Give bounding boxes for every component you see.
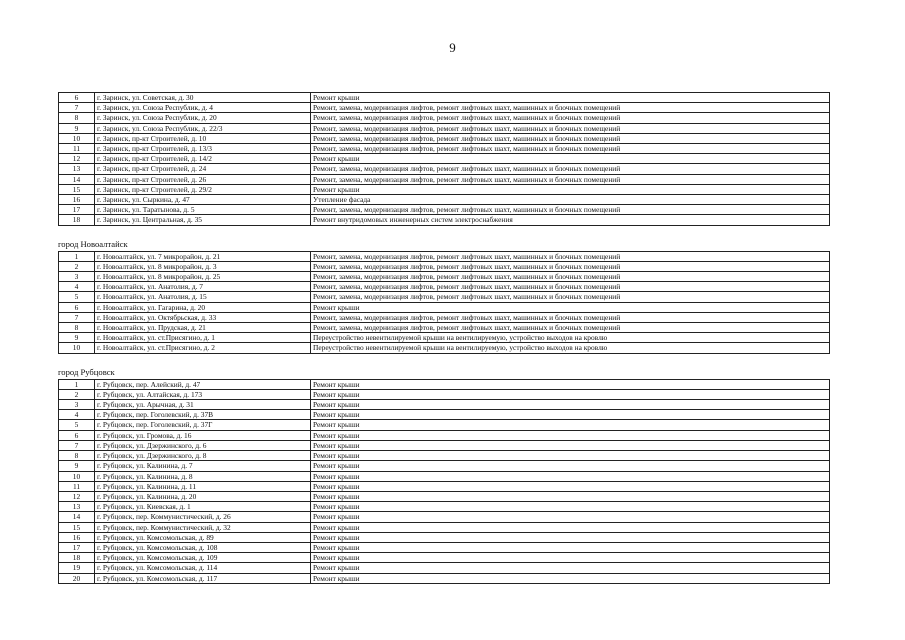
row-number: 1: [59, 379, 95, 389]
table-row: [59, 123, 830, 133]
row-address: г. Заринск, пр-кт Строителей, д. 26: [95, 174, 311, 184]
row-address: г. Новоалтайск, ул. ст.Присягино, д. 1: [95, 333, 311, 343]
row-address: г. Рубцовск, ул. Комсомольская, д. 117: [95, 573, 311, 583]
table-row: [59, 282, 830, 292]
row-number: 9: [59, 333, 95, 343]
row-number: 6: [59, 430, 95, 440]
row-address: г. Рубцовск, ул. Алтайская, д. 173: [95, 389, 311, 399]
table-row: [59, 323, 830, 333]
row-work-type: Ремонт крыши: [311, 389, 830, 399]
row-address: г. Новоалтайск, ул. ст.Присягино, д. 2: [95, 343, 311, 353]
row-number: 7: [59, 103, 95, 113]
row-address: г. Рубцовск, ул. Калинина, д. 20: [95, 491, 311, 501]
table-row: [59, 451, 830, 461]
row-work-type: Ремонт, замена, модернизация лифтов, ремонт лифтовых шахт, машинных и блочных помещений: [311, 261, 830, 271]
row-work-type: Ремонт, замена, модернизация лифтов, ремонт лифтовых шахт, машинных и блочных помещений: [311, 205, 830, 215]
row-address: г. Заринск, пр-кт Строителей, д. 14/2: [95, 154, 311, 164]
row-address: г. Рубцовск, пер. Гоголевский, д. 37Г: [95, 420, 311, 430]
row-work-type: Ремонт, замена, модернизация лифтов, ремонт лифтовых шахт, машинных и блочных помещений: [311, 123, 830, 133]
row-address: г. Заринск, ул. Таратынова, д. 5: [95, 205, 311, 215]
row-address: г. Рубцовск, ул. Арычная, д. 31: [95, 400, 311, 410]
table-row: [59, 261, 830, 271]
row-number: 5: [59, 292, 95, 302]
row-number: 11: [59, 481, 95, 491]
table-row: [59, 389, 830, 399]
row-number: 12: [59, 491, 95, 501]
row-address: г. Заринск, ул. Союза Республик, д. 22/3: [95, 123, 311, 133]
row-work-type: Ремонт крыши: [311, 420, 830, 430]
table-row: [59, 420, 830, 430]
table-row: [59, 154, 830, 164]
row-address: г. Новоалтайск, ул. 8 микрорайон, д. 3: [95, 261, 311, 271]
row-work-type: Ремонт, замена, модернизация лифтов, ремонт лифтовых шахт, машинных и блочных помещений: [311, 144, 830, 154]
row-number: 6: [59, 93, 95, 103]
row-work-type: Ремонт, замена, модернизация лифтов, ремонт лифтовых шахт, машинных и блочных помещений: [311, 133, 830, 143]
row-work-type: Ремонт, замена, модернизация лифтов, ремонт лифтовых шахт, машинных и блочных помещений: [311, 282, 830, 292]
row-address: г. Рубцовск, пер. Гоголевский, д. 37В: [95, 410, 311, 420]
table-row: [59, 553, 830, 563]
row-number: 3: [59, 400, 95, 410]
row-number: 16: [59, 195, 95, 205]
table-row: [59, 522, 830, 532]
row-number: 17: [59, 205, 95, 215]
row-address: г. Новоалтайск, ул. Октябрьская, д. 33: [95, 312, 311, 322]
row-address: г. Рубцовск, ул. Калинина, д. 11: [95, 481, 311, 491]
table-row: [59, 532, 830, 542]
row-number: 8: [59, 113, 95, 123]
row-number: 18: [59, 553, 95, 563]
city-heading-novoaltaisk: город Новоалтайск: [58, 238, 128, 249]
row-work-type: Ремонт внутридомовых инженерных систем электроснабжения: [311, 215, 830, 225]
table-row: [59, 481, 830, 491]
row-work-type: Ремонт, замена, модернизация лифтов, ремонт лифтовых шахт, машинных и блочных помещений: [311, 113, 830, 123]
row-work-type: Ремонт, замена, модернизация лифтов, ремонт лифтовых шахт, машинных и блочных помещений: [311, 251, 830, 261]
table-row: [59, 333, 830, 343]
row-address: г. Рубцовск, ул. Комсомольская, д. 114: [95, 563, 311, 573]
row-work-type: Ремонт крыши: [311, 522, 830, 532]
row-number: 2: [59, 389, 95, 399]
row-address: г. Рубцовск, ул. Громова, д. 16: [95, 430, 311, 440]
row-number: 14: [59, 512, 95, 522]
table-row: [59, 400, 830, 410]
row-number: 6: [59, 302, 95, 312]
row-number: 18: [59, 215, 95, 225]
row-work-type: Ремонт, замена, модернизация лифтов, ремонт лифтовых шахт, машинных и блочных помещений: [311, 312, 830, 322]
table-row: [59, 184, 830, 194]
row-address: г. Заринск, пр-кт Строителей, д. 10: [95, 133, 311, 143]
table-row: [59, 312, 830, 322]
table-row: [59, 410, 830, 420]
row-work-type: Ремонт, замена, модернизация лифтов, ремонт лифтовых шахт, машинных и блочных помещений: [311, 103, 830, 113]
table-row: [59, 512, 830, 522]
table-row: [59, 251, 830, 261]
document-body: [58, 92, 829, 584]
table-rubtsovsk: [58, 379, 830, 584]
table-row: [59, 272, 830, 282]
table-row: [59, 491, 830, 501]
row-work-type: Ремонт, замена, модернизация лифтов, ремонт лифтовых шахт, машинных и блочных помещений: [311, 164, 830, 174]
row-work-type: Ремонт, замена, модернизация лифтов, ремонт лифтовых шахт, машинных и блочных помещений: [311, 292, 830, 302]
row-work-type: Ремонт крыши: [311, 440, 830, 450]
row-work-type: Ремонт, замена, модернизация лифтов, ремонт лифтовых шахт, машинных и блочных помещений: [311, 272, 830, 282]
row-address: г. Заринск, ул. Центральная, д. 35: [95, 215, 311, 225]
row-work-type: Ремонт крыши: [311, 154, 830, 164]
city-heading-rubtsovsk: город Рубцовск: [58, 366, 115, 377]
row-work-type: Ремонт крыши: [311, 542, 830, 552]
row-work-type: Ремонт крыши: [311, 532, 830, 542]
table-body: [59, 93, 830, 226]
row-number: 15: [59, 522, 95, 532]
table-row: [59, 113, 830, 123]
row-number: 13: [59, 502, 95, 512]
row-work-type: Ремонт крыши: [311, 481, 830, 491]
row-number: 10: [59, 343, 95, 353]
table-row: [59, 573, 830, 583]
table-zarinsk: [58, 92, 830, 226]
table-row: [59, 502, 830, 512]
row-work-type: Ремонт крыши: [311, 573, 830, 583]
row-number: 15: [59, 184, 95, 194]
row-work-type: Ремонт крыши: [311, 512, 830, 522]
table-row: [59, 195, 830, 205]
table-row: [59, 379, 830, 389]
row-address: г. Рубцовск, ул. Калинина, д. 8: [95, 471, 311, 481]
row-work-type: Переустройство невентилируемой крыши на вентилируемую, устройство выходов на кровлю: [311, 333, 830, 343]
table-row: [59, 461, 830, 471]
row-work-type: Ремонт крыши: [311, 430, 830, 440]
row-address: г. Новоалтайск, ул. 7 микрорайон, д. 21: [95, 251, 311, 261]
row-number: 19: [59, 563, 95, 573]
table-row: [59, 302, 830, 312]
row-address: г. Заринск, пр-кт Строителей, д. 29/2: [95, 184, 311, 194]
row-address: г. Заринск, ул. Союза Республик, д. 20: [95, 113, 311, 123]
row-address: г. Рубцовск, ул. Калинина, д. 7: [95, 461, 311, 471]
table-row: [59, 343, 830, 353]
row-number: 7: [59, 312, 95, 322]
row-number: 8: [59, 323, 95, 333]
table-row: [59, 440, 830, 450]
row-work-type: Ремонт, замена, модернизация лифтов, ремонт лифтовых шахт, машинных и блочных помещений: [311, 174, 830, 184]
row-number: 8: [59, 451, 95, 461]
row-work-type: Ремонт крыши: [311, 400, 830, 410]
table-row: [59, 292, 830, 302]
row-address: г. Заринск, пр-кт Строителей, д. 24: [95, 164, 311, 174]
row-address: г. Заринск, ул. Советская, д. 30: [95, 93, 311, 103]
row-address: г. Новоалтайск, ул. Гагарина, д. 20: [95, 302, 311, 312]
row-work-type: Ремонт крыши: [311, 93, 830, 103]
row-address: г. Новоалтайск, ул. Анатолия, д. 7: [95, 282, 311, 292]
row-address: г. Заринск, пр-кт Строителей, д. 13/3: [95, 144, 311, 154]
row-work-type: Ремонт крыши: [311, 461, 830, 471]
row-address: г. Рубцовск, ул. Комсомольская, д. 108: [95, 542, 311, 552]
row-work-type: Ремонт крыши: [311, 563, 830, 573]
row-address: г. Рубцовск, пер. Коммунистический, д. 32: [95, 522, 311, 532]
table-row: [59, 205, 830, 215]
row-address: г. Рубцовск, пер. Алейский, д. 47: [95, 379, 311, 389]
row-work-type: Ремонт крыши: [311, 502, 830, 512]
row-work-type: Ремонт крыши: [311, 302, 830, 312]
table-row: [59, 144, 830, 154]
table-row: [59, 471, 830, 481]
row-work-type: Ремонт, замена, модернизация лифтов, ремонт лифтовых шахт, машинных и блочных помещений: [311, 323, 830, 333]
row-work-type: Ремонт крыши: [311, 491, 830, 501]
row-number: 9: [59, 123, 95, 133]
row-work-type: Переустройство невентилируемой крыши на вентилируемую, устройство выходов на кровлю: [311, 343, 830, 353]
table-body: [59, 251, 830, 353]
row-number: 12: [59, 154, 95, 164]
row-work-type: Ремонт крыши: [311, 553, 830, 563]
row-address: г. Рубцовск, ул. Дзержинского, д. 6: [95, 440, 311, 450]
table-row: [59, 103, 830, 113]
row-address: г. Рубцовск, ул. Комсомольская, д. 109: [95, 553, 311, 563]
row-number: 4: [59, 282, 95, 292]
row-work-type: Ремонт крыши: [311, 184, 830, 194]
page-number: 9: [449, 40, 456, 55]
row-number: 3: [59, 272, 95, 282]
table-row: [59, 93, 830, 103]
table-novoaltaisk: [58, 251, 830, 354]
row-number: 17: [59, 542, 95, 552]
table-row: [59, 430, 830, 440]
row-number: 13: [59, 164, 95, 174]
table-row: [59, 164, 830, 174]
row-number: 5: [59, 420, 95, 430]
table-row: [59, 174, 830, 184]
table-row: [59, 542, 830, 552]
row-address: г. Рубцовск, ул. Комсомольская, д. 89: [95, 532, 311, 542]
row-work-type: Ремонт крыши: [311, 379, 830, 389]
row-number: 10: [59, 471, 95, 481]
row-address: г. Новоалтайск, ул. Анатолия, д. 15: [95, 292, 311, 302]
row-address: г. Новоалтайск, ул. Прудская, д. 21: [95, 323, 311, 333]
row-number: 1: [59, 251, 95, 261]
row-work-type: Ремонт крыши: [311, 451, 830, 461]
row-number: 20: [59, 573, 95, 583]
row-number: 9: [59, 461, 95, 471]
row-address: г. Рубцовск, пер. Коммунистический, д. 26: [95, 512, 311, 522]
row-work-type: Ремонт крыши: [311, 410, 830, 420]
row-number: 11: [59, 144, 95, 154]
row-work-type: Ремонт крыши: [311, 471, 830, 481]
row-address: г. Рубцовск, ул. Киевская, д. 1: [95, 502, 311, 512]
row-number: 4: [59, 410, 95, 420]
row-number: 16: [59, 532, 95, 542]
row-number: 2: [59, 261, 95, 271]
table-row: [59, 563, 830, 573]
table-row: [59, 133, 830, 143]
row-work-type: Утепление фасада: [311, 195, 830, 205]
row-address: г. Заринск, ул. Сыркина, д. 47: [95, 195, 311, 205]
table-body: [59, 379, 830, 583]
table-row: [59, 215, 830, 225]
row-number: 14: [59, 174, 95, 184]
row-number: 7: [59, 440, 95, 450]
row-address: г. Рубцовск, ул. Дзержинского, д. 8: [95, 451, 311, 461]
row-address: г. Новоалтайск, ул. 8 микрорайон, д. 25: [95, 272, 311, 282]
row-address: г. Заринск, ул. Союза Республик, д. 4: [95, 103, 311, 113]
row-number: 10: [59, 133, 95, 143]
